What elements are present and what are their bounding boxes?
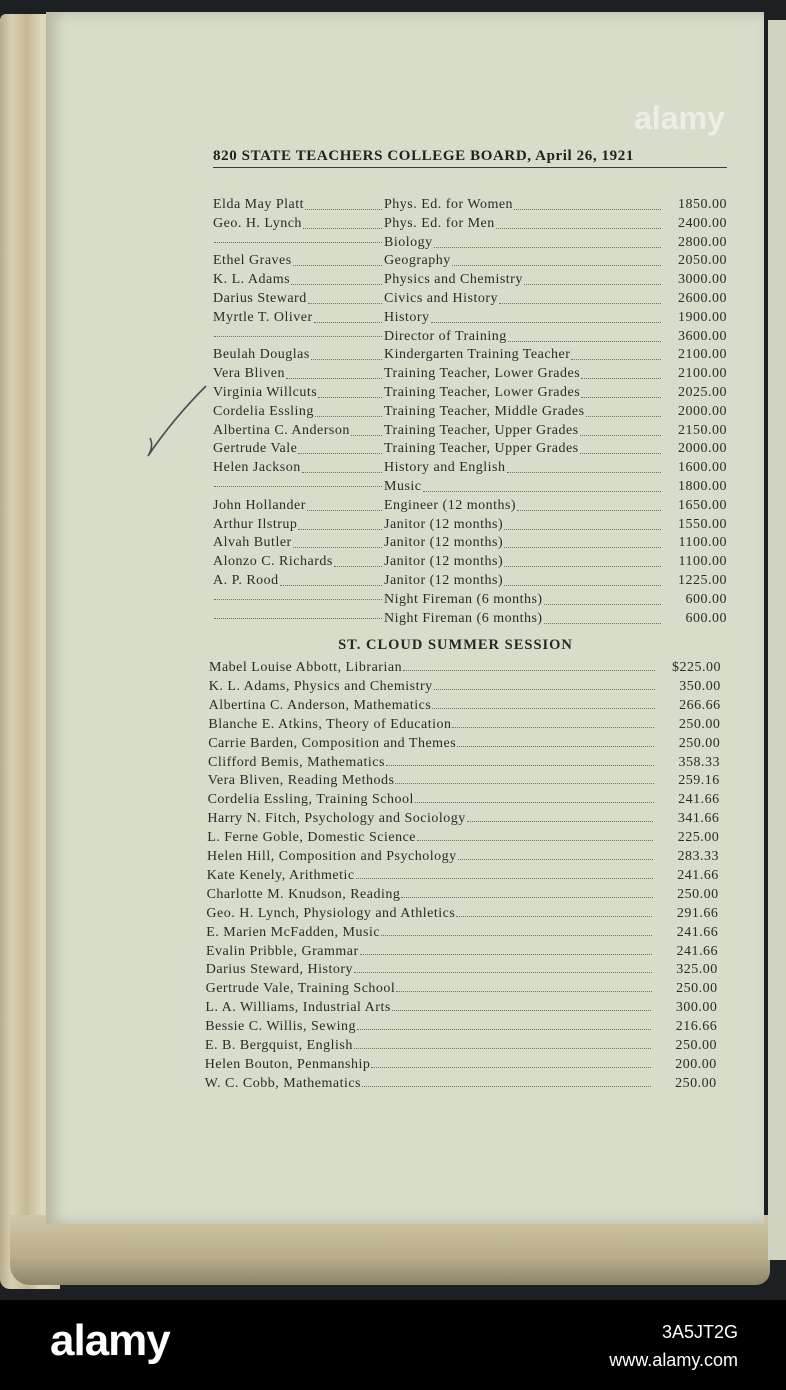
- summer-salary: 225.00: [677, 830, 720, 846]
- summer-salary: 300.00: [675, 1000, 718, 1016]
- dot-leader: [504, 573, 661, 586]
- section-heading: ST. CLOUD SUMMER SESSION: [338, 637, 573, 653]
- staff-row: [213, 404, 727, 422]
- staff-position: Physics and Chemistry: [384, 272, 523, 288]
- summer-instructor: W. C. Cobb, Mathematics: [204, 1075, 362, 1091]
- dot-leader: [431, 310, 662, 323]
- staff-position-cell: [384, 385, 663, 401]
- staff-position: Training Teacher, Middle Grades: [384, 403, 585, 419]
- staff-row: [213, 479, 727, 497]
- staff-salary: 1850.00: [678, 197, 727, 212]
- staff-salary: 2000.00: [678, 441, 727, 457]
- staff-salary: 2100.00: [678, 366, 727, 382]
- dot-leader: [423, 479, 662, 492]
- staff-name-cell: [213, 242, 384, 246]
- dot-leader: [360, 954, 652, 955]
- summer-salary: 283.33: [677, 849, 719, 864]
- dot-leader: [298, 517, 382, 530]
- staff-position: Training Teacher, Lower Grades: [384, 366, 581, 382]
- dot-leader: [362, 1086, 651, 1087]
- summer-instructor: Darius Steward, History: [205, 962, 353, 978]
- summer-salary: 250.00: [675, 1075, 717, 1091]
- summer-row: [209, 679, 721, 697]
- staff-salary: 600.00: [685, 610, 727, 626]
- staff-position: Janitor (12 months): [384, 573, 504, 588]
- staff-salary: 2600.00: [678, 291, 727, 306]
- staff-row: [213, 423, 727, 441]
- dot-leader: [434, 235, 661, 248]
- dot-leader: [303, 216, 382, 229]
- dot-leader: [280, 573, 382, 586]
- dot-leader: [580, 423, 661, 436]
- dot-leader: [354, 1048, 651, 1049]
- handwritten-check-mark: [142, 380, 212, 460]
- dot-leader: [581, 366, 661, 379]
- summer-instructor: Harry N. Fitch, Psychology and Sociology: [207, 811, 466, 827]
- staff-name-cell: [213, 216, 384, 232]
- summer-salary: 291.66: [676, 905, 719, 921]
- staff-row: [213, 197, 727, 215]
- staff-row: [213, 535, 727, 553]
- staff-salary: 1800.00: [678, 479, 727, 494]
- dot-leader: [452, 727, 654, 728]
- staff-name: Cordelia Essling: [213, 403, 314, 419]
- dot-leader: [214, 242, 382, 243]
- dot-leader: [386, 765, 654, 766]
- staff-position-cell: [384, 310, 663, 326]
- dot-leader: [504, 535, 661, 548]
- staff-name: Alvah Butler: [213, 535, 292, 551]
- dot-leader: [417, 840, 653, 841]
- staff-name-cell: [213, 253, 384, 269]
- staff-position: History and English: [384, 460, 506, 476]
- staff-row: [213, 272, 727, 290]
- summer-instructor: Clifford Bemis, Mathematics: [208, 754, 385, 770]
- dot-leader: [334, 554, 382, 567]
- staff-position-cell: [384, 404, 663, 420]
- staff-position-cell: [384, 479, 663, 495]
- book-bottom-edge: [10, 1215, 770, 1285]
- staff-name-cell: [213, 404, 384, 420]
- summer-row: [206, 906, 718, 924]
- staff-name: Gertrude Vale: [213, 441, 298, 457]
- staff-position: Kindergarten Training Teacher: [384, 347, 571, 363]
- staff-name-cell: [213, 441, 384, 457]
- staff-salary: 1550.00: [678, 516, 727, 532]
- summer-instructor: Gertrude Vale, Training School: [205, 981, 396, 997]
- dot-leader: [293, 253, 382, 266]
- staff-position: Engineer (12 months): [384, 497, 517, 513]
- staff-name-cell: [213, 486, 384, 490]
- staff-position: Phys. Ed. for Men: [384, 215, 495, 231]
- dot-leader: [351, 423, 382, 436]
- summer-row: [205, 1057, 717, 1075]
- summer-row: [208, 792, 720, 810]
- summer-instructor: Kate Kenely, Arithmetic: [206, 867, 355, 883]
- staff-position: Civics and History: [384, 291, 498, 306]
- dot-leader: [214, 336, 382, 337]
- site-url: www.alamy.com: [609, 1350, 738, 1370]
- staff-position: Training Teacher, Upper Grades: [384, 441, 579, 457]
- dot-leader: [308, 291, 382, 304]
- staff-salary: 3000.00: [678, 272, 727, 288]
- staff-salary: 2100.00: [678, 347, 727, 363]
- staff-position: Night Fireman (6 months): [384, 610, 543, 626]
- summer-row: [205, 1038, 717, 1056]
- summer-row: [205, 1076, 717, 1094]
- staff-position-cell: [384, 253, 663, 269]
- staff-position-cell: [384, 272, 663, 288]
- summer-instructor: Charlotte M. Knudson, Reading: [206, 886, 401, 902]
- staff-name-cell: [213, 366, 384, 382]
- dot-leader: [396, 991, 651, 992]
- summer-salary: 250.00: [678, 716, 721, 732]
- staff-row: [213, 611, 727, 629]
- staff-position: History: [384, 309, 430, 325]
- staff-salary: 2800.00: [678, 234, 727, 250]
- staff-salary: 2150.00: [678, 422, 727, 438]
- staff-name: Vera Bliven: [213, 366, 285, 382]
- dot-leader: [467, 821, 654, 822]
- staff-name: Ethel Graves: [213, 253, 292, 269]
- staff-name-cell: [213, 517, 384, 533]
- staff-position-cell: [384, 460, 663, 476]
- summer-salary: 259.16: [678, 773, 720, 789]
- summer-row: [207, 868, 719, 886]
- alamy-logo: alamy: [50, 1316, 170, 1365]
- staff-salary: 1100.00: [678, 554, 727, 570]
- staff-name: John Hollander: [213, 497, 306, 513]
- summer-row: [206, 981, 718, 999]
- staff-name-cell: [213, 423, 384, 439]
- summer-salary: 250.00: [677, 886, 719, 902]
- staff-name-cell: [213, 535, 384, 551]
- dot-leader: [401, 897, 652, 898]
- staff-salary: 1900.00: [678, 309, 727, 325]
- staff-name: Geo. H. Lynch: [213, 215, 302, 231]
- staff-name-cell: [213, 347, 384, 363]
- staff-row: [213, 216, 727, 234]
- staff-row: [213, 460, 727, 478]
- staff-row: [213, 347, 727, 365]
- summer-instructor: Cordelia Essling, Training School: [207, 792, 414, 808]
- staff-name: Virginia Willcuts: [213, 385, 318, 400]
- dot-leader: [381, 935, 652, 936]
- dot-leader: [307, 498, 382, 511]
- staff-name: Darius Steward: [213, 291, 307, 306]
- staff-position: Biology: [384, 234, 433, 250]
- summer-row: [207, 849, 719, 867]
- staff-position-cell: [384, 291, 663, 307]
- dot-leader: [504, 517, 661, 530]
- dot-leader: [499, 291, 661, 304]
- dot-leader: [571, 347, 661, 360]
- summer-instructor: Blanche E. Atkins, Theory of Education: [208, 716, 452, 732]
- summer-salary: 216.66: [675, 1019, 718, 1035]
- dot-leader: [318, 385, 382, 398]
- dot-leader: [305, 197, 382, 210]
- summer-row: [205, 1000, 717, 1018]
- summer-instructor: Bessie C. Willis, Sewing: [205, 1019, 356, 1035]
- summer-instructor: Geo. H. Lynch, Physiology and Athletics: [206, 905, 456, 921]
- staff-name: A. P. Rood: [213, 573, 279, 588]
- staff-row: [213, 554, 727, 572]
- summer-salary: 250.00: [675, 1038, 717, 1053]
- staff-name-cell: [213, 460, 384, 476]
- summer-instructor: Carrie Barden, Composition and Themes: [208, 735, 457, 751]
- staff-position-cell: [384, 366, 663, 382]
- staff-row: [213, 329, 727, 347]
- summer-instructor: Helen Hill, Composition and Psychology: [207, 849, 457, 864]
- dot-leader: [508, 329, 661, 342]
- dot-leader: [415, 802, 654, 803]
- dot-leader: [580, 441, 661, 454]
- staff-position-cell: [384, 611, 663, 627]
- staff-row: [213, 310, 727, 328]
- staff-row: [213, 498, 727, 516]
- staff-position-cell: [384, 517, 663, 533]
- staff-name-cell: [213, 291, 384, 307]
- dot-leader: [298, 441, 382, 454]
- dot-leader: [293, 535, 382, 548]
- staff-position: Music: [384, 479, 422, 494]
- summer-instructor: K. L. Adams, Physics and Chemistry: [208, 678, 433, 694]
- summer-salary: 266.66: [679, 697, 721, 713]
- staff-position-cell: [384, 498, 663, 514]
- dot-leader: [581, 385, 661, 398]
- staff-name: Myrtle T. Oliver: [213, 309, 313, 325]
- staff-name: Albertina C. Anderson: [213, 422, 350, 438]
- staff-position-cell: [384, 197, 663, 213]
- staff-name: Beulah Douglas: [213, 347, 310, 363]
- dot-leader: [291, 272, 382, 285]
- staff-name-cell: [213, 498, 384, 514]
- summer-row: [206, 944, 718, 962]
- dot-leader: [354, 972, 652, 973]
- summer-instructor: Vera Bliven, Reading Methods: [207, 773, 395, 789]
- dot-leader: [286, 366, 382, 379]
- staff-name: Helen Jackson: [213, 460, 301, 476]
- summer-row: [207, 887, 719, 905]
- summer-row: [208, 773, 720, 791]
- summer-instructor: E. B. Bergquist, English: [205, 1038, 353, 1053]
- staff-position: Training Teacher, Upper Grades: [384, 422, 579, 438]
- staff-salary: 2025.00: [678, 385, 727, 400]
- summer-instructor: Mabel Louise Abbott, Librarian: [209, 660, 403, 675]
- image-id: 3A5JT2G: [661, 1322, 738, 1342]
- staff-position-cell: [384, 235, 663, 251]
- staff-row: [213, 253, 727, 271]
- summer-instructor: Evalin Pribble, Grammar: [206, 943, 359, 959]
- dot-leader: [403, 670, 655, 671]
- staff-position: Training Teacher, Lower Grades: [384, 385, 581, 400]
- staff-name-cell: [213, 599, 384, 603]
- summer-row: [206, 962, 718, 980]
- dot-leader: [507, 460, 662, 473]
- staff-salary: 3600.00: [678, 328, 727, 344]
- staff-salary: 2050.00: [678, 253, 727, 269]
- staff-salary: 1600.00: [678, 460, 727, 476]
- dot-leader: [214, 486, 382, 487]
- dot-leader: [514, 197, 661, 210]
- staff-position: Night Fireman (6 months): [384, 591, 543, 607]
- staff-name-cell: [213, 554, 384, 570]
- stock-photo-banner: [0, 1300, 786, 1390]
- summer-instructor: L. A. Williams, Industrial Arts: [205, 1000, 391, 1016]
- staff-name-cell: [213, 197, 384, 213]
- staff-position-cell: [384, 347, 663, 363]
- staff-name: K. L. Adams: [213, 272, 291, 288]
- staff-position-cell: [384, 329, 663, 345]
- staff-name: Alonzo C. Richards: [213, 554, 333, 570]
- dot-leader: [315, 404, 382, 417]
- summer-row: [208, 736, 720, 754]
- summer-salary: 341.66: [677, 811, 720, 827]
- summer-instructor: Albertina C. Anderson, Mathematics: [208, 697, 432, 713]
- staff-position: Director of Training: [384, 328, 507, 344]
- dot-leader: [504, 554, 661, 567]
- dot-leader: [544, 611, 661, 624]
- staff-salary: 1650.00: [678, 497, 727, 513]
- summer-instructor: E. Marien McFadden, Music: [206, 924, 381, 940]
- staff-position: Phys. Ed. for Women: [384, 197, 514, 212]
- dot-leader: [524, 272, 661, 285]
- summer-instructor: L. Ferne Goble, Domestic Science: [207, 830, 417, 846]
- dot-leader: [371, 1067, 650, 1068]
- summer-salary: 241.66: [676, 943, 718, 959]
- staff-name: Arthur Ilstrup: [213, 516, 298, 532]
- dot-leader: [517, 498, 661, 511]
- staff-row: [213, 517, 727, 535]
- staff-salary: 1100.00: [678, 535, 727, 551]
- dot-leader: [214, 599, 382, 600]
- dot-leader: [496, 216, 661, 229]
- dot-leader: [356, 878, 653, 879]
- summer-salary: 250.00: [676, 981, 718, 997]
- staff-position-cell: [384, 216, 663, 232]
- dot-leader: [432, 708, 654, 709]
- dot-leader: [311, 347, 382, 360]
- dot-leader: [395, 783, 653, 784]
- staff-name-cell: [213, 573, 384, 589]
- staff-name-cell: [213, 310, 384, 326]
- dot-leader: [302, 460, 382, 473]
- staff-row: [213, 366, 727, 384]
- dot-leader: [458, 859, 653, 860]
- dot-leader: [214, 618, 382, 619]
- staff-position-cell: [384, 554, 663, 570]
- staff-name-cell: [213, 618, 384, 622]
- summer-row: [205, 1019, 717, 1037]
- summer-row: [207, 830, 719, 848]
- dot-leader: [357, 1029, 651, 1030]
- staff-name: Elda May Platt: [213, 197, 304, 212]
- staff-salary: 2000.00: [678, 403, 727, 419]
- staff-position-cell: [384, 535, 663, 551]
- staff-name-cell: [213, 385, 384, 401]
- staff-position-cell: [384, 573, 663, 589]
- staff-row: [213, 291, 727, 309]
- summer-row: [207, 811, 719, 829]
- staff-salary: 600.00: [685, 591, 727, 607]
- dot-leader: [456, 916, 652, 917]
- summer-row: [209, 698, 721, 716]
- staff-salary: 1225.00: [678, 573, 727, 588]
- staff-position: Janitor (12 months): [384, 535, 504, 551]
- staff-position-cell: [384, 423, 663, 439]
- summer-row: [209, 660, 721, 678]
- staff-position: Janitor (12 months): [384, 554, 504, 570]
- staff-salary: 2400.00: [678, 215, 727, 231]
- summer-salary: 200.00: [675, 1056, 717, 1072]
- staff-row: [213, 385, 727, 403]
- summer-salary: 350.00: [679, 678, 721, 694]
- summer-salary: 241.66: [677, 867, 719, 883]
- summer-salary: 241.66: [676, 924, 719, 940]
- summer-salary: 358.33: [678, 754, 720, 770]
- dot-leader: [314, 310, 382, 323]
- summer-salary: 325.00: [676, 962, 718, 978]
- dot-leader: [392, 1010, 652, 1011]
- staff-row: [213, 235, 727, 253]
- dot-leader: [586, 404, 661, 417]
- summer-salary: $225.00: [672, 660, 721, 675]
- summer-row: [208, 755, 720, 773]
- dot-leader: [434, 689, 655, 690]
- staff-position: Geography: [384, 253, 451, 269]
- page-header: 820 STATE TEACHERS COLLEGE BOARD, April 26, 1921: [213, 148, 727, 168]
- dot-leader: [457, 746, 654, 747]
- summer-salary: 250.00: [678, 735, 721, 751]
- staff-position: Janitor (12 months): [384, 516, 504, 532]
- dot-leader: [544, 592, 661, 605]
- staff-row: [213, 441, 727, 459]
- staff-row: [213, 573, 727, 591]
- watermark-logo: alamy: [634, 100, 725, 136]
- staff-name-cell: [213, 272, 384, 288]
- summer-row: [208, 717, 720, 735]
- summer-salary: 241.66: [678, 792, 720, 808]
- staff-position-cell: [384, 441, 663, 457]
- staff-position-cell: [384, 592, 663, 608]
- summer-row: [206, 925, 718, 943]
- staff-row: [213, 592, 727, 610]
- summer-instructor: Helen Bouton, Penmanship: [204, 1056, 371, 1072]
- dot-leader: [452, 253, 661, 266]
- staff-name-cell: [213, 336, 384, 340]
